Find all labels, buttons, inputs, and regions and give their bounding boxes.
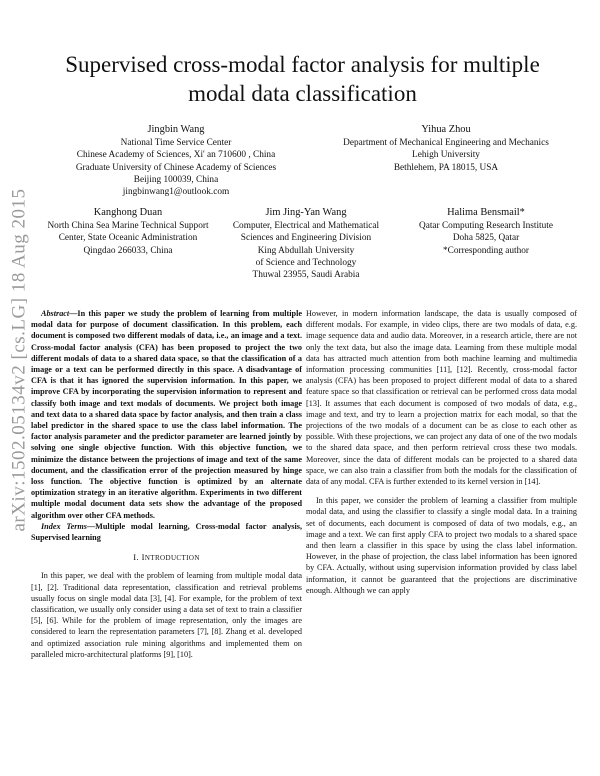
abstract-label: Abstract: [41, 309, 70, 318]
author-block-1: [46, 123, 306, 198]
author-affiliation-line: *Corresponding author: [443, 245, 529, 256]
author-affiliation-line: Computer, Electrical and Mathematical: [232, 221, 380, 231]
author-block-4: [218, 206, 394, 281]
index-terms: [31, 521, 302, 543]
author-affiliation-line: Sciences and Engineering Division: [240, 233, 372, 244]
section-initial: I: [141, 552, 145, 563]
author-name: Jingbin Wang: [147, 124, 205, 135]
author-affiliation-line: Doha 5825, Qatar: [452, 233, 520, 244]
body-paragraph-1: However, in modern information landscape, the data is usually composed of different modals. For example, in video clips, there are two modals of data, e.g. image sequence data and audio data. Moreover, in a research article, there are not only the text data, but also the image data. Learning from these multiple modal data has attracted much attention from both machine learning and multimedia information processing communities [11], [12]. Recently, cross-modal factor analysis (CFA) has been proposed to project different modal of data to a shared feature space so that classification or retrieval can be performed cross data modal [13]. It assumes that each document is composed of two modals of data, e.g., image and text, and try to learn a projection matrix for each modal, so that the projections of the two modals of a document can be as close to each other as possible. With these projections, we can project any data of one of the two modals to the shared data space, and then perform retrieval cross these two modals. Moreover, since the data of different modals can be projected to a shared data space, we can also train a classifier from both the modals for the classification of data of any modal. CFA is further extended to its kernel version in [14].: [306, 309, 577, 487]
index-terms-text: —Multiple modal learning, Cross-modal factor analysis, Supervised learning: [31, 521, 302, 543]
author-affiliation-line: Beijing 100039, China: [133, 174, 219, 185]
author-email: jingbinwang1@outlook.com: [122, 187, 230, 198]
body-paragraph-2: In this paper, we consider the problem of learning a classifier from multiple modal data, and using the classifier to classify a single modal data. In a training set of documents, each document is composed of data of two modals, e.g., an image and a text. We can first apply CFA to project two modals to a shared space and then learn a classifier in this space by using the class label information. However, in the phase of projection, the class label information has been ignored by CFA. Actually, without using supervision information provided by class label information, it cannot be guaranteed that the projections are discriminative enough. Although we can apply: [306, 496, 577, 595]
author-name: Jim Jing-Yan Wang: [265, 207, 347, 218]
author-affiliation-line: Chinese Academy of Sciences, Xi' an 710600 , China: [76, 150, 276, 161]
paper-title: Supervised cross-modal factor analysis for multiple modal data classification: [65, 52, 540, 106]
author-affiliation-line: Thuwal 23955, Saudi Arabia: [252, 270, 360, 281]
author-block-3: [40, 206, 216, 257]
author-name: Halima Bensmail*: [447, 207, 525, 218]
intro-paragraph: In this paper, we deal with the problem of learning from multiple modal data [1], [2]. Traditional data representation, classification and retrieval problems usually focus on single modal data [3], [4]. For example, for the problem of text classification, we usually only consider using a data set of text to train a classifier [5], [6]. While for the problem of image representation, only the images are considered to learn the representation parameters [7], [8]. Zhang et al. developed and optimized association rule mining algorithms and implemented them on paralleled micro-architectural platforms [9], [10].: [31, 571, 302, 659]
right-column: [306, 308, 577, 596]
left-column: [31, 308, 302, 660]
author-affiliation-line: Lehigh University: [412, 150, 480, 161]
index-terms-label: Index Terms: [41, 521, 87, 531]
author-affiliation-line: of Science and Technology: [255, 257, 357, 268]
author-affiliation-line: Qatar Computing Research Institute: [419, 221, 553, 231]
author-name: Kanghong Duan: [93, 207, 163, 218]
abstract-text: —In this paper we study the problem of learning from multiple modal data for purpose of document classification. In this problem, each document is composed two different modals of data, i.e., an image and a text. Cross-modal factor analysis (CFA) has been proposed to project the two different modals of data to a shared data space, so that the classification of a image or a text can be performed directly in this space. A disadvantage of CFA is that it has ignored the supervision information. In this paper, we improve CFA by incorporating the supervision information to represent and classify both image and text modals of documents. We project both image and text data to a shared data space by factor analysis, and then train a class label predictor in the shared space to use the class label information. The factor analysis parameter and the predictor parameter are learned jointly by solving one single objective function. With this objective function, we minimize the distance between the projections of image and text of the same document, and the classification error of the projection measured by hinge loss function. The objective function is optimized by an alternate optimization strategy in an iterative algorithm. Experiments in two different multiple modal document data sets show the advantage of the proposed algorithm over other CFA methods.: [31, 309, 302, 520]
author-affiliation-line: North China Sea Marine Technical Support: [47, 221, 209, 231]
author-affiliation-line: Qingdao 266033, China: [83, 245, 173, 256]
author-block-5: [398, 206, 574, 257]
author-affiliation-line: Center, State Oceanic Administration: [58, 233, 198, 244]
section-heading-rest: NTRODUCTION: [144, 554, 200, 563]
section-heading-introduction: [31, 552, 302, 564]
author-affiliation-line: National Time Service Center: [120, 138, 232, 148]
arxiv-identifier: arXiv:1502.05134v2 [cs.LG] 18 Aug 2015: [9, 188, 30, 532]
author-name: Yihua Zhou: [421, 124, 471, 135]
author-affiliation-line: Graduate University of Chinese Academy of Sciences: [75, 162, 277, 173]
author-affiliation-line: Department of Mechanical Engineering and Mechanics: [343, 138, 549, 148]
author-block-2: [316, 123, 576, 174]
abstract: [31, 308, 302, 521]
author-affiliation-line: Bethlehem, PA 18015, USA: [393, 162, 499, 173]
section-numeral: I.: [133, 552, 140, 563]
author-affiliation-line: King Abdullah University: [257, 245, 355, 256]
